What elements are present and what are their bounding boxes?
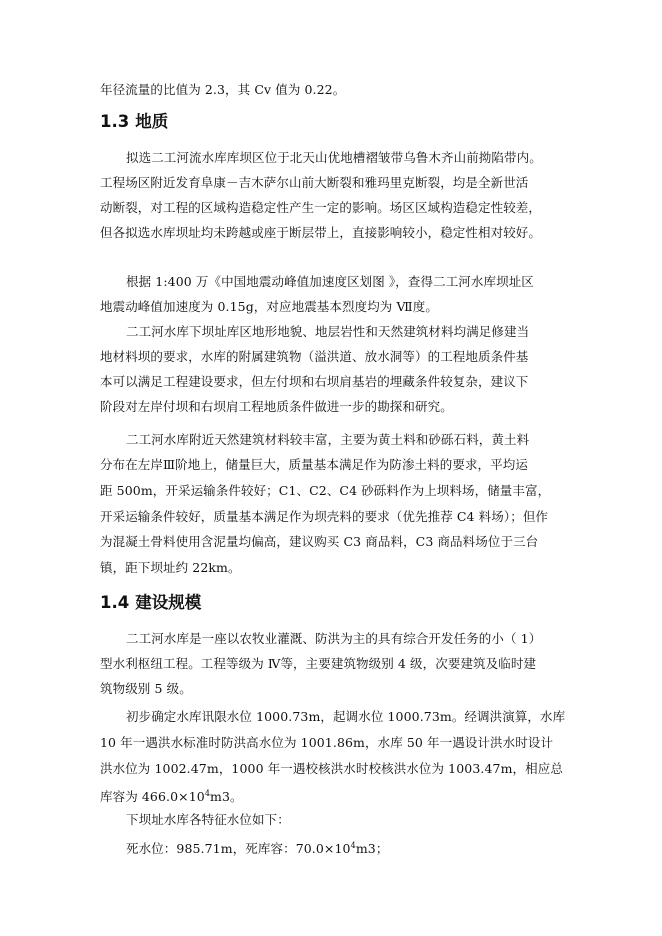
section-title: 建设规模 bbox=[135, 593, 202, 612]
section-1-3-heading bbox=[100, 110, 168, 134]
paragraph-line: 工程场区附近发育阜康－吉木萨尔山前大断裂和雅玛里克断裂，均是全新世活 bbox=[100, 175, 529, 190]
unit-text: m3； bbox=[355, 841, 389, 856]
paragraph-line: 初步确定水库讯限水位 1000.73m，起调水位 1000.73m。经调洪演算，水库 bbox=[126, 709, 566, 724]
exponent: 4 bbox=[204, 789, 211, 798]
paragraph-line: 二工河水库下坝址库区地形地貌、地层岩性和天然建筑材料均满足修建当 bbox=[126, 324, 530, 339]
paragraph-line: 下坝址水库各特征水位如下： bbox=[126, 812, 290, 827]
paragraph-line: 地震动峰值加速度为 0.15g，对应地震基本烈度均为 Ⅶ度。 bbox=[100, 299, 438, 314]
dead-level-text: 死水位：985.71m，死库容：70.0×10 bbox=[126, 841, 351, 856]
paragraph-line: 筑物级别 5 级。 bbox=[100, 681, 192, 696]
paragraph-line: 二工河水库附近天然建筑材料较丰富，主要为黄土料和砂砾石料，黄土料 bbox=[126, 432, 530, 447]
paragraph-line: 本可以满足工程建设要求，但左付坝和右坝肩基岩的埋藏条件较复杂，建议下 bbox=[100, 374, 529, 389]
paragraph-line bbox=[100, 782, 580, 809]
paragraph-line: 根据 1:400 万《中国地震动峰值加速度区划图 》，查得二工河水库坝址区 bbox=[126, 274, 534, 289]
paragraph-line: 开采运输条件较好，质量基本满足作为坝壳料的要求（优先推荐 C4 料场）；但作 bbox=[100, 509, 549, 524]
paragraph-line: 阶段对左岸付坝和右坝肩工程地质条件做进一步的勘探和研究。 bbox=[100, 399, 453, 414]
exponent: 4 bbox=[350, 841, 356, 850]
paragraph-line: 镇，距下坝址约 22km。 bbox=[100, 560, 241, 575]
paragraph-line: 拟选二工河流水库库坝区位于北天山优地槽褶皱带乌鲁木齐山前拗陷带内。 bbox=[126, 150, 542, 165]
paragraph-line: 距 500m，开采运输条件较好；C1、C2、C4 砂砾料作为上坝料场，储量丰富， bbox=[100, 483, 551, 498]
section-number: 1.4 bbox=[100, 593, 130, 612]
paragraph-line bbox=[126, 834, 606, 861]
unit-text: m3。 bbox=[210, 789, 243, 804]
paragraph-line: 型水利枢纽工程。工程等级为 Ⅳ等，主要建筑物级别 4 级，次要建筑及临时建 bbox=[100, 656, 537, 671]
paragraph-line: 地材料坝的要求，水库的附属建筑物（溢洪道、放水洞等）的工程地质条件基 bbox=[100, 349, 529, 364]
intro-tail-line: 年径流量的比值为 2.3，其 Cv 值为 0.22。 bbox=[100, 82, 346, 97]
paragraph-line: 二工河水库是一座以农牧业灌溉、防洪为主的具有综合开发任务的小（ 1） bbox=[126, 631, 542, 646]
section-title: 地质 bbox=[135, 112, 169, 131]
paragraph-line: 为混凝土骨料使用含泥量均偏高，建议购买 C3 商品料，C3 商品料场位于三台 bbox=[100, 534, 539, 549]
section-1-4-heading bbox=[100, 591, 201, 615]
section-number: 1.3 bbox=[100, 112, 130, 131]
capacity-text: 库容为 466.0×10 bbox=[100, 789, 205, 804]
paragraph-line: 但各拟选水库坝址均未跨越或座于断层带上，直接影响较小，稳定性相对较好。 bbox=[100, 225, 542, 240]
paragraph-line: 洪水位为 1002.47m，1000 年一遇校核洪水时校核洪水位为 1003.47m，相应总 bbox=[100, 761, 563, 776]
paragraph-line: 动断裂，对工程的区域构造稳定性产生一定的影响。场区区域构造稳定性较差， bbox=[100, 200, 542, 215]
paragraph-line: 10 年一遇洪水标准时防洪高水位为 1001.86m，水库 50 年一遇设计洪水时设计 bbox=[100, 735, 554, 750]
paragraph-line: 分布在左岸Ⅲ阶地上，储量巨大，质量基本满足作为防渗土料的要求，平均运 bbox=[100, 457, 528, 472]
